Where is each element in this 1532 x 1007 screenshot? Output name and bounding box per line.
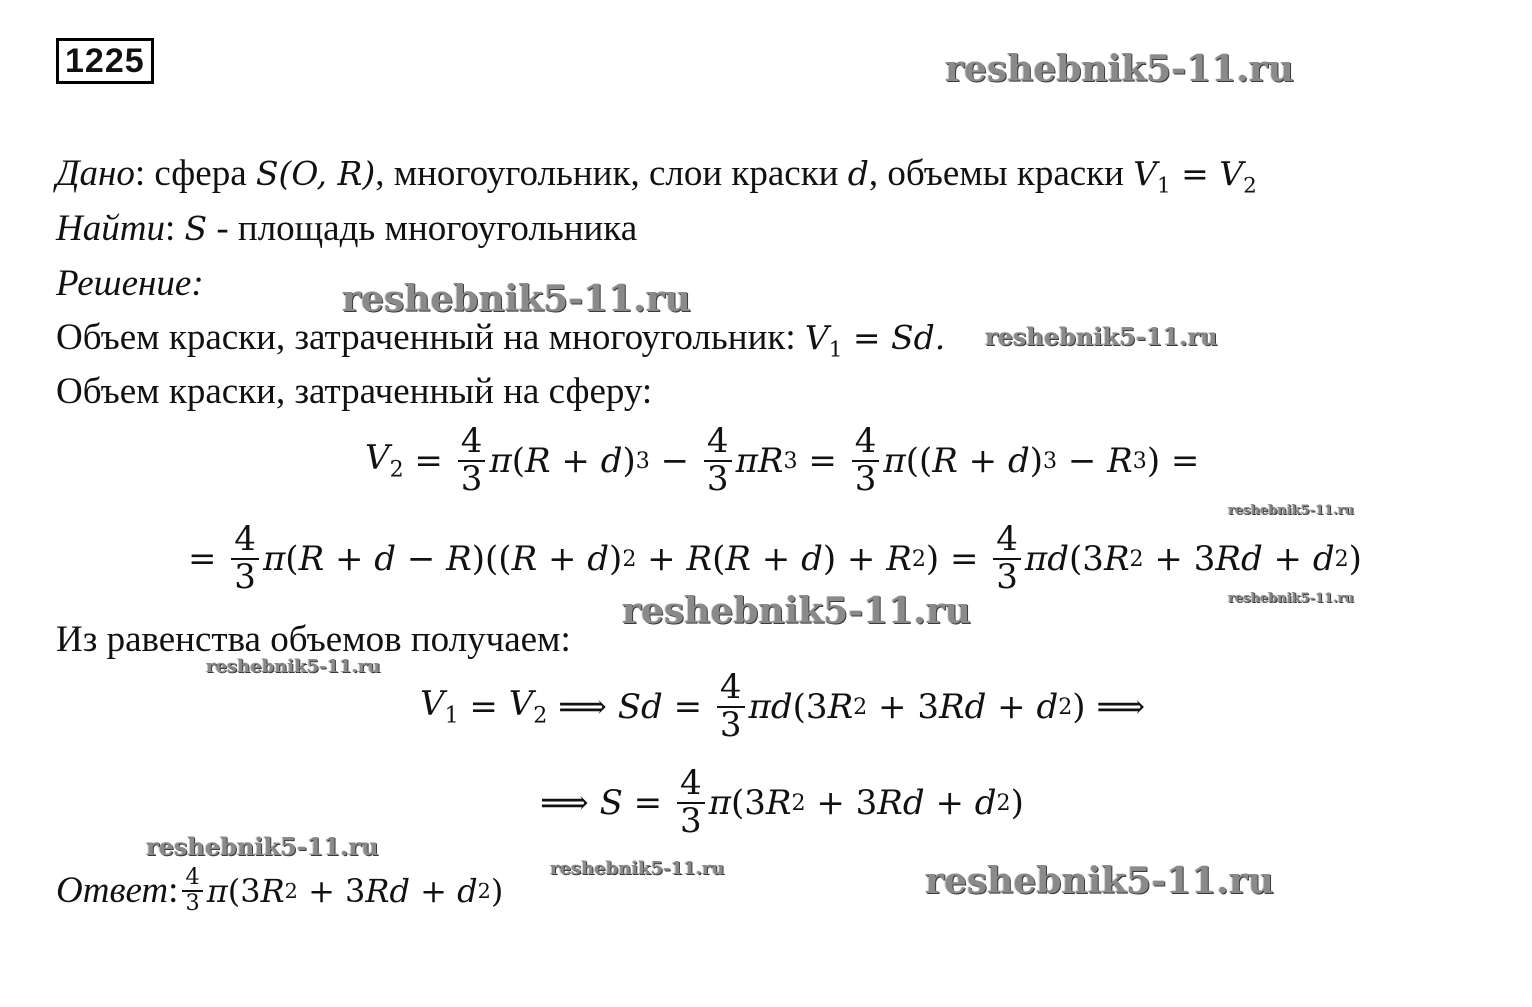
find-text: - площадь многоугольника: [207, 208, 638, 249]
layer-d: d: [847, 154, 869, 193]
equation-equality: $V_1$ = $V_2$ ⟹ Sd = $\frac{4}{3}$ πd (3 R 2 + 3 Rd + d 2 ) ⟹: [420, 667, 1146, 745]
sphere-notation: S(O, R): [255, 154, 376, 193]
problem-number: 1225: [56, 38, 154, 84]
fraction: $\frac{4}{3}$: [231, 522, 259, 595]
fraction: $\frac{4}{3}$: [182, 866, 202, 915]
watermark: reshebnik5-11.ru: [1228, 591, 1355, 606]
equality-line: Из равенства объемов получаем:: [56, 619, 571, 660]
fraction: $\frac{4}{3}$: [458, 424, 486, 497]
watermark: reshebnik5-11.ru: [1228, 503, 1355, 518]
fraction: $\frac{4}{3}$: [704, 424, 732, 497]
fraction: $\frac{4}{3}$: [677, 766, 705, 839]
volume-equality: $V_1 = V_2$: [1133, 154, 1257, 199]
solution-label: Решение:: [56, 263, 204, 304]
answer-formula: $\frac{4}{3}$ π (3 R 2 + 3 Rd + d 2 ): [178, 866, 503, 915]
watermark: reshebnik5-11.ru: [206, 656, 381, 677]
given-text: , объемы краски: [868, 153, 1134, 194]
answer-line: Ответ : $\frac{4}{3}$ π (3 R 2 + 3 Rd + d 2 ): [56, 864, 504, 916]
sphere-volume-line: Объем краски, затраченный на сферу:: [56, 371, 653, 412]
watermark: reshebnik5-11.ru: [945, 48, 1294, 90]
polygon-volume-formula: $V_1 = Sd$.: [804, 318, 946, 363]
equation-sphere-volume-1: $V_2$ = $\frac{4}{3}$ π ( R + d ) 3 − $\frac{4}{3}$ πR 3 = $\frac{4}{3}$ π (( R + d ) 3 − R 3 ) =: [365, 421, 1200, 499]
given-text: : сфера: [134, 153, 256, 194]
watermark: reshebnik5-11.ru: [985, 322, 1218, 351]
fraction: $\frac{4}{3}$: [717, 670, 745, 743]
watermark: reshebnik5-11.ru: [622, 590, 971, 632]
watermark: reshebnik5-11.ru: [146, 832, 379, 861]
given-text: , многоугольник, слои краски: [375, 153, 848, 194]
polygon-volume-text: Объем краски, затраченный на многоугольник:: [56, 317, 805, 358]
fraction: $\frac{4}{3}$: [852, 424, 880, 497]
given-label: Дано: [56, 153, 135, 194]
find-label: Найти: [56, 208, 165, 249]
given-line: [56, 152, 1257, 209]
watermark: reshebnik5-11.ru: [342, 278, 691, 320]
find-line: Найти: S - площадь многоугольника: [56, 208, 638, 249]
fraction: $\frac{4}{3}$: [993, 522, 1021, 595]
answer-label: Ответ: [56, 869, 169, 911]
watermark: reshebnik5-11.ru: [925, 860, 1274, 902]
watermark: reshebnik5-11.ru: [550, 858, 725, 879]
area-symbol: S: [184, 209, 208, 248]
polygon-volume-line: [56, 316, 945, 373]
equation-sphere-volume-2: = $\frac{4}{3}$ π ( R + d − R )(( R + d ) 2 + R ( R + d ) + R 2 ) = $\frac{4}{3}$ πd (3 R 2 + 3 Rd + d 2 ): [188, 519, 1362, 597]
equation-result: ⟹ S = $\frac{4}{3}$ π (3 R 2 + 3 Rd + d 2 ): [540, 763, 1024, 841]
